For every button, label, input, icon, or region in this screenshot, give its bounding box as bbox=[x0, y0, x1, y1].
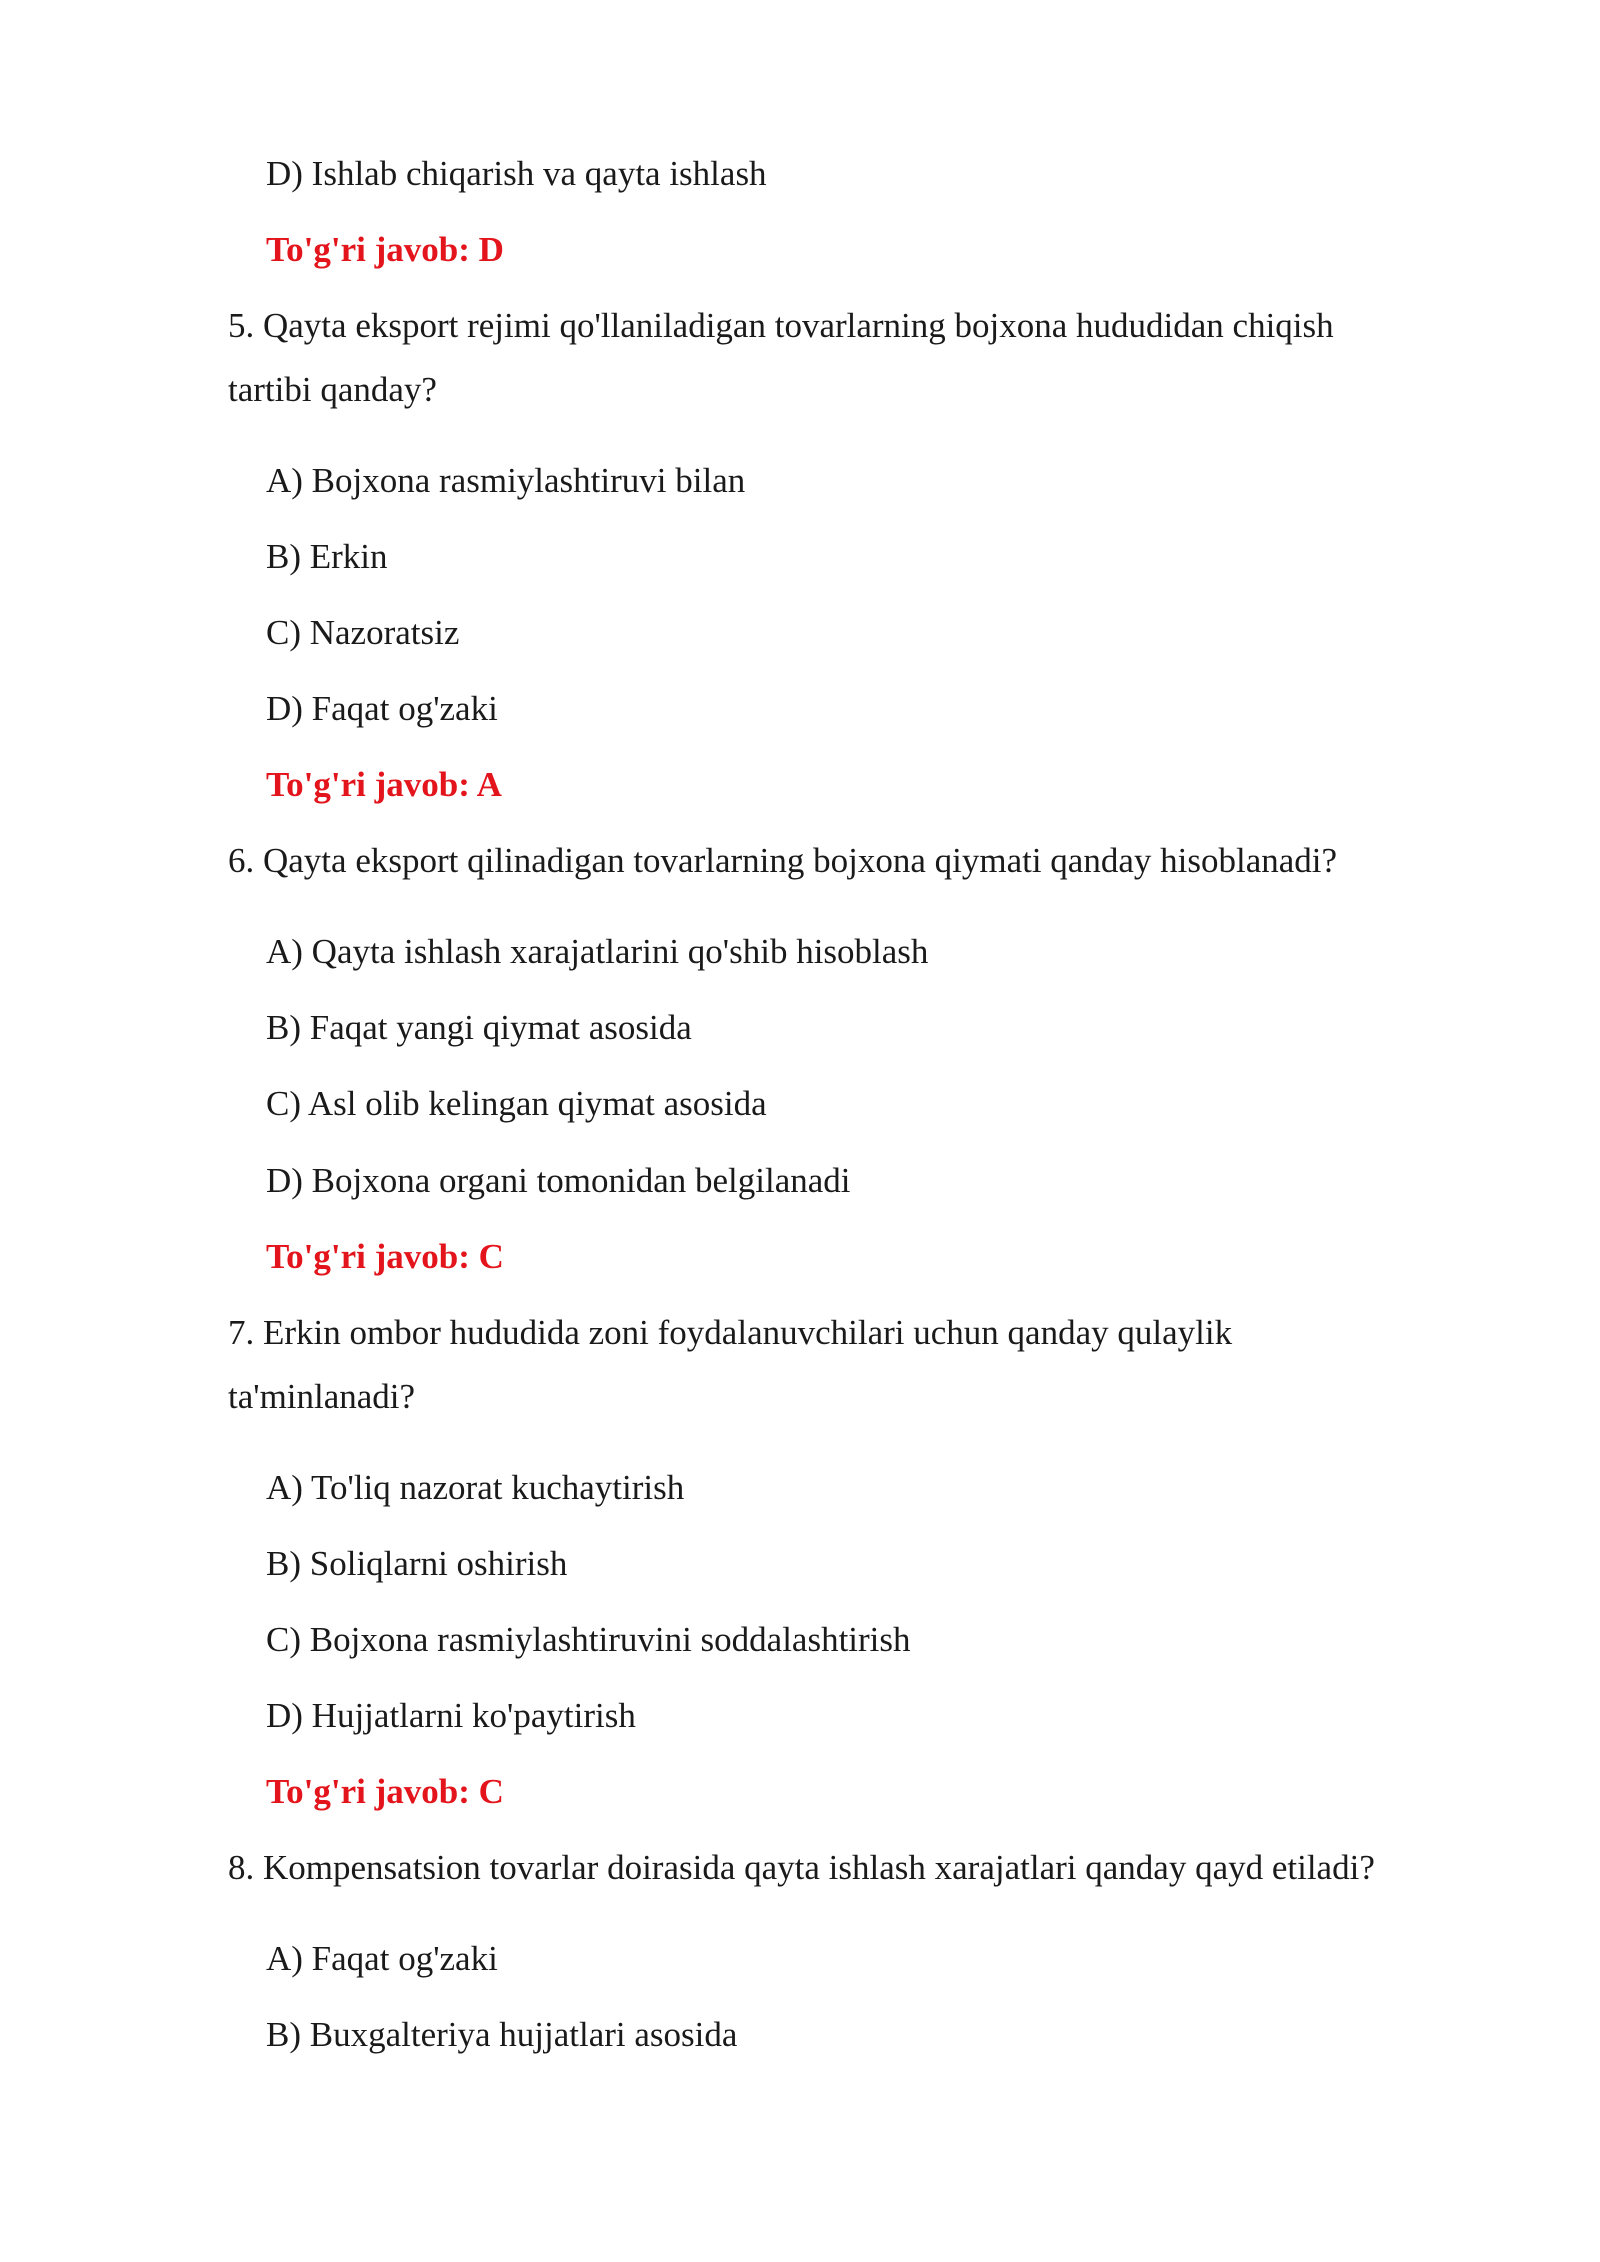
q6-option-c: C) Asl olib kelingan qiymat asosida bbox=[266, 1084, 767, 1123]
q7-option-d: D) Hujjatlarni ko'paytirish bbox=[266, 1696, 636, 1735]
q5-question-line-2: tartibi qanday? bbox=[228, 370, 437, 409]
q6-option-a: A) Qayta ishlash xarajatlarini qo'shib hisoblash bbox=[266, 932, 929, 971]
q7-option-a: A) To'liq nazorat kuchaytirish bbox=[266, 1468, 685, 1507]
q7-question-line-1: 7. Erkin ombor hududida zoni foydalanuvchilari uchun qanday qulaylik bbox=[228, 1313, 1233, 1352]
q6-option-b: B) Faqat yangi qiymat asosida bbox=[266, 1008, 692, 1047]
q6-correct-answer: To'g'ri javob: C bbox=[266, 1237, 504, 1276]
q4-option-d: D) Ishlab chiqarish va qayta ishlash bbox=[266, 154, 767, 193]
q5-option-a: A) Bojxona rasmiylashtiruvi bilan bbox=[266, 461, 746, 500]
q5-correct-answer: To'g'ri javob: A bbox=[266, 765, 502, 804]
q5-option-b: B) Erkin bbox=[266, 537, 388, 576]
q7-option-c: C) Bojxona rasmiylashtiruvini soddalashtirish bbox=[266, 1620, 911, 1659]
q5-option-c: C) Nazoratsiz bbox=[266, 613, 460, 652]
q6-option-d: D) Bojxona organi tomonidan belgilanadi bbox=[266, 1161, 851, 1200]
q7-question-line-2: ta'minlanadi? bbox=[228, 1377, 416, 1416]
q6-question-line-1: 6. Qayta eksport qilinadigan tovarlarning bojxona qiymati qanday hisoblanadi? bbox=[228, 841, 1338, 880]
q7-correct-answer: To'g'ri javob: C bbox=[266, 1772, 504, 1811]
q5-question-line-1: 5. Qayta eksport rejimi qo'llaniladigan tovarlarning bojxona hududidan chiqish bbox=[228, 306, 1334, 345]
q8-question-line-1: 8. Kompensatsion tovarlar doirasida qayta ishlash xarajatlari qanday qayd etiladi? bbox=[228, 1848, 1375, 1887]
q5-option-d: D) Faqat og'zaki bbox=[266, 689, 498, 728]
q8-option-b: B) Buxgalteriya hujjatlari asosida bbox=[266, 2015, 738, 2054]
q4-correct-answer: To'g'ri javob: D bbox=[266, 230, 504, 269]
q8-option-a: A) Faqat og'zaki bbox=[266, 1939, 498, 1978]
q7-option-b: B) Soliqlarni oshirish bbox=[266, 1544, 568, 1583]
